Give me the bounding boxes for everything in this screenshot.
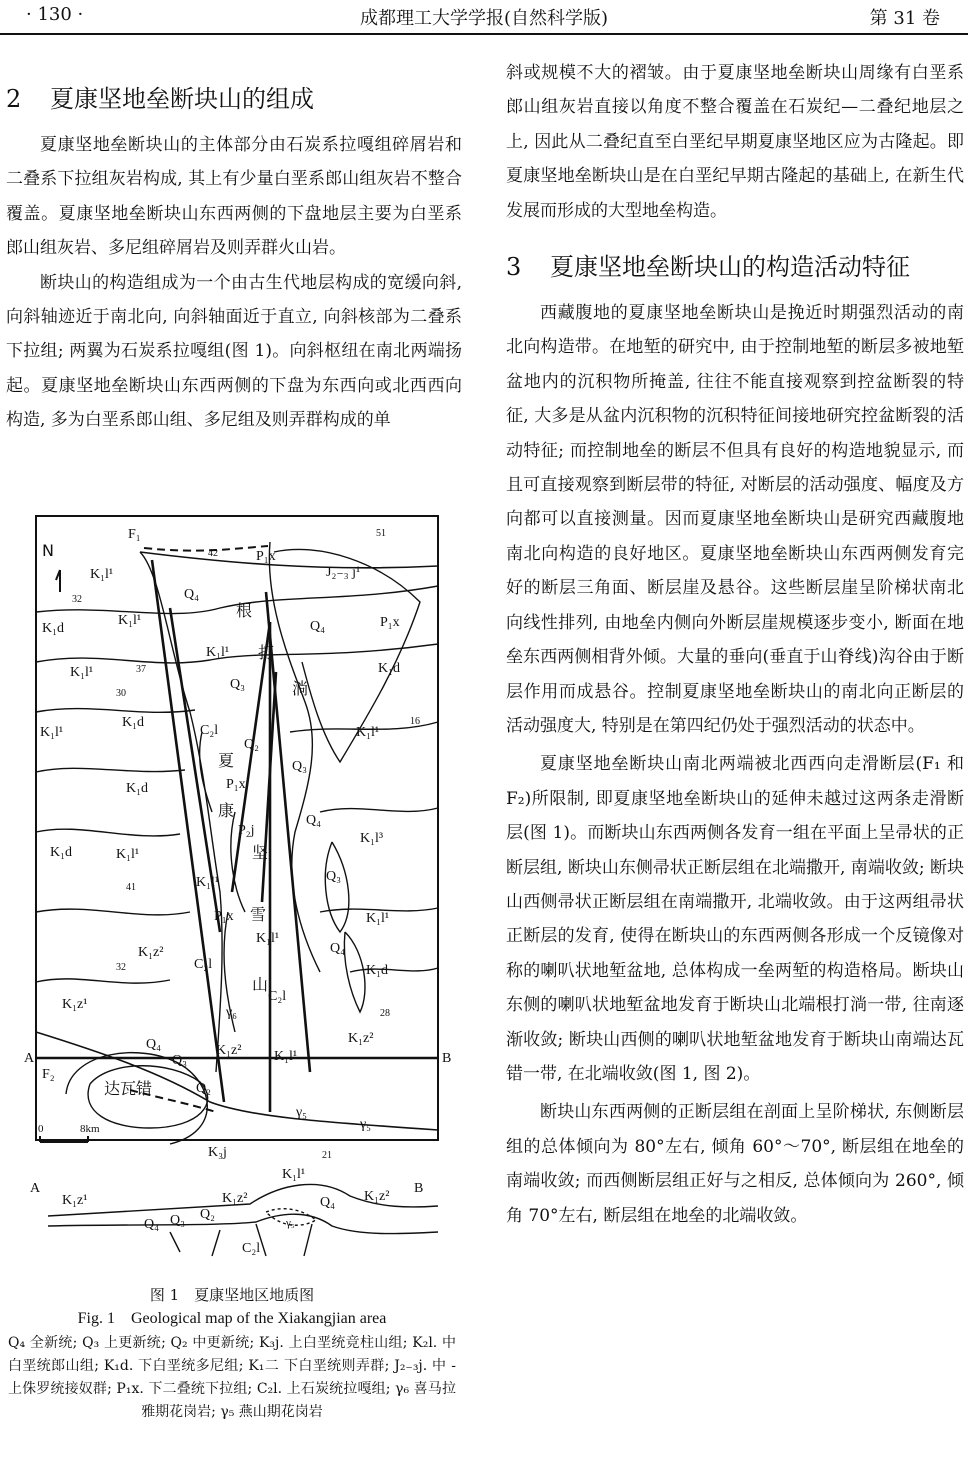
place-da: 打 (258, 643, 275, 662)
section-3-paragraph-1: 西藏腹地的夏康坚地垒断块山是挽近时期强烈活动的南北向构造带。在地堑的研究中, 由于控制地堑的断层多被地堑盆地内的沉积物所掩盖, 往往不能直接观察到控盆断裂的特征, 大多是从盆内沉积物的沉积特征间接地研究控盆断裂的活动特征; 而控制地垒的断层不但具有良好的构造地貌显示, 而且可直接观察到断层带的特征, 对断层的活动强度、幅度及方向都可以直接测量。因而夏康坚地垒断块山是研究西藏腹地南北向构造的良好地区。夏康坚地垒断块山东西两侧发育完好的断层三角面、断层崖及悬谷。这些断层崖呈阶梯状南北向线性排列, 由地垒内侧向外断层崖规模逐步变小, 断面在地垒东西两侧相背外倾。大量的垂向(垂直于山脊线)沟谷由于断层作用而成悬谷。控制夏康坚地垒断块山的南北向正断层的活动强度大, 特别是在第四纪仍处于强烈活动的状态中。 (506, 303, 964, 736)
place-kang: 康 (218, 801, 235, 820)
geological-map (20, 512, 460, 1268)
section-unit-q2: Q₂ (200, 1207, 215, 1222)
section-a-label-2: A (30, 1181, 41, 1196)
section-2-heading (6, 70, 462, 128)
geological-map-figure (20, 512, 460, 1268)
unit-k1l1-8: K₁l¹ (366, 911, 390, 926)
q-patch-5 (344, 932, 365, 1012)
unit-k1l1-7: K₁l¹ (356, 725, 380, 740)
dip-5: 30 (116, 688, 126, 699)
unit-k1d-3: K₁d (126, 781, 148, 796)
scale-8km-label: 8km (80, 1123, 100, 1135)
unit-q3-4: Q₃ (172, 1053, 187, 1068)
place-dawacuo: 达瓦错 (104, 1079, 153, 1098)
volume-label: 第 31 卷 (869, 8, 940, 29)
unit-q4-1: Q₄ (184, 587, 199, 602)
unit-gamma5-2: γ₅ (360, 1117, 372, 1132)
dip-2: 42 (208, 548, 218, 559)
unit-k1d-6: K₁d (366, 963, 388, 978)
section-2-title: 夏康坚地垒断块山的组成 (50, 85, 314, 113)
section-2-number: 2 (6, 85, 22, 113)
unit-p1x-3: P₁x (226, 777, 246, 792)
unit-c2l-3: C₂l (268, 989, 287, 1004)
unit-p1x-1: P₁x (256, 549, 276, 564)
q-patch-1 (200, 732, 212, 812)
unit-p1x-4: P₁x (214, 909, 234, 924)
unit-k1d-1: K₁d (42, 621, 64, 636)
place-tang: 淌 (292, 679, 309, 698)
scale-zero-label: 0 (38, 1123, 44, 1135)
unit-k1l1-2: K₁l¹ (118, 613, 142, 628)
section-2-paragraph-2-continued: 斜或规模不大的褶皱。由于夏康坚地垒断块山周缘有白垩系郎山组灰岩直接以角度不整合覆盖在石炭纪—二叠纪地层之上, 因此从二叠纪直至白垩纪早期夏康坚地区应为古隆起。即夏康坚地垒断块山是在白垩纪早期古隆起的基础上, 在新生代发展而形成的大型地垒构造。 (506, 63, 964, 221)
section-unit-k1l1: K₁l¹ (282, 1167, 306, 1182)
header-rule (0, 33, 968, 35)
unit-q4-4: Q₄ (330, 941, 345, 956)
unit-q2-2: Q₂ (196, 1081, 211, 1096)
unit-q4-3: Q₄ (306, 813, 321, 828)
section-b-label: B (442, 1051, 452, 1066)
f1-fault (140, 552, 438, 568)
section-unit-k1z1: K₁z¹ (62, 1193, 88, 1208)
unit-j23j1: J₂₋₃ j¹ (326, 565, 361, 580)
section-3-number: 3 (506, 253, 522, 282)
section-3-title: 夏康坚地垒断块山的构造活动特征 (550, 253, 910, 282)
unit-p2j: P₂j (238, 823, 255, 838)
section-2-paragraph-2: 断块山的构造组成为一个由古生代地层构成的宽缓向斜, 向斜轴迹近于南北向, 向斜轴面近于直立, 向斜核部为二叠系下拉组; 两翼为石炭系拉嘎组(图 1)。向斜枢纽在南北两端扬起。夏康坚地垒断块山东西两侧的下盘为东西向或北西西向构造, 多为白垩系郎山组、多尼组及则弄群构成的单 (6, 272, 462, 431)
f1-label: F₁ (128, 527, 141, 542)
unit-q3-1: Q₃ (230, 677, 245, 692)
unit-gamma5-1: γ₅ (296, 1105, 308, 1120)
figure-caption (8, 1282, 456, 1424)
page-header (0, 0, 968, 34)
north-label: N (42, 541, 54, 560)
unit-k1l3: K₁l³ (360, 831, 384, 846)
dip-4: 37 (136, 664, 146, 675)
contour-10 (36, 979, 170, 983)
dip-7: 41 (126, 882, 136, 893)
section-unit-k1z2-1: K₁z² (222, 1191, 248, 1206)
dip-10: 21 (322, 1150, 332, 1161)
place-xia: 夏 (218, 751, 235, 770)
unit-k1d-4: K₁d (50, 845, 72, 860)
place-jian: 坚 (252, 843, 269, 862)
unit-q2-1: Q₂ (244, 737, 259, 752)
unit-k1z2-3: K₁z² (216, 1043, 242, 1058)
unit-k1l1-1: K₁l¹ (90, 567, 114, 582)
left-column (6, 70, 462, 438)
right-column (506, 56, 964, 1233)
unit-k1l1-5: K₁l¹ (116, 847, 140, 862)
section-2-paragraph-1: 夏康坚地垒断块山的主体部分由石炭系拉嘎组碎屑岩和二叠系下拉组灰岩构成, 其上有少量白垩系郎山组灰岩不整合覆盖。夏康坚地垒断块山东西两侧的下盘地层主要为白垩系郎山组灰岩、多尼组碎屑岩及则弄群火山岩。 (6, 135, 462, 259)
contour-8 (36, 909, 190, 915)
unit-k1l1-11: K₁l¹ (196, 875, 220, 890)
section-3-paragraph-2: 夏康坚地垒断块山南北两端被北西西向走滑断层(F₁ 和 F₂)所限制, 即夏康坚地垒断块山的延伸未越过这两条走滑断层(图 1)。而断块山东西两侧各发育一组在平面上呈帚状的正断层组, 断块山东侧帚状正断层组在北端撒开, 南端收敛; 断块山西侧帚状正断层组在南端撒开, 北端收敛。由于这两组帚状正断层的发育, 使得在断块山的东西两侧各形成一个反镜像对称的喇叭状地堑盆地, 总体构成一垒两堑的构造格局。断块山东侧的喇叭状地堑盆地发育于断块山北端根打淌一带, 往南逐渐收敛; 断块山西侧的喇叭状地堑盆地发育于断块山南端达瓦错一带, 在北端收敛(图 1, 图 2)。 (506, 754, 964, 1084)
section-unit-k1z2-2: K₁z² (364, 1189, 390, 1204)
unit-c2l-1: C₂l (200, 723, 219, 738)
figure-legend: Q₄ 全新统; Q₃ 上更新统; Q₂ 中更新统; K₃j. 上白垩统竞柱山组; K₂l. 中白垩统郎山组; K₁d. 下白垩统多尼组; K₁二 下白垩统则弄群; J₂₋₃j. 中 - 上侏罗统接奴群; P₁x. 下二叠统下拉组; C₂l. 上石炭统拉嘎组; γ₆ 喜马拉雅期花岗岩; γ₅ 燕山期花岗岩 (8, 1335, 456, 1420)
journal-title: 成都理工大学学报(自然科学版) (359, 8, 609, 29)
dip-8: 32 (116, 962, 126, 973)
section-3-heading (506, 238, 964, 296)
unit-k1l1-9: K₁l¹ (256, 931, 280, 946)
quaternary-north (274, 549, 420, 762)
unit-q4-5: Q₄ (146, 1037, 161, 1052)
section-b-label-2: B (414, 1181, 424, 1196)
place-xue: 雪 (250, 905, 267, 924)
section-a-label: A (24, 1051, 35, 1066)
unit-q3-2: Q₃ (292, 759, 307, 774)
contour-4 (36, 768, 185, 772)
caption-english: Fig. 1 Geological map of the Xiakangjian area (77, 1310, 387, 1327)
section-unit-c2l: C₂l (242, 1241, 261, 1256)
unit-k1l1-3: K₁l¹ (70, 665, 94, 680)
section-unit-q4-1: Q₄ (144, 1217, 159, 1232)
q-patch-4 (325, 842, 349, 932)
dip-9: 28 (380, 1008, 390, 1019)
section-3-paragraph-3: 断块山东西两侧的正断层组在剖面上呈阶梯状, 东侧断层组的总体倾向为 80°左右, 倾角 60°～70°, 断层组在地垒的南端收敛; 而西侧断层组正好与之相反, 总体倾向为 260°, 倾角 70°左右, 断层组在地垒的北端收敛。 (506, 1102, 964, 1226)
unit-q4-2: Q₄ (310, 619, 325, 634)
unit-q3-3: Q₃ (326, 869, 341, 884)
page-number: · 130 · (26, 4, 84, 25)
unit-k1d-5: K₁d (378, 661, 400, 676)
section-unit-q4-2: Q₄ (320, 1195, 335, 1210)
f1-dashed (144, 546, 268, 551)
place-gen: 根 (236, 601, 253, 620)
unit-k1l1-4: K₁l¹ (40, 725, 64, 740)
f2-label: F₂ (42, 1067, 55, 1082)
unit-k1z2-2: K₁z² (348, 1031, 374, 1046)
section-unit-gamma5: γ₅ (286, 1217, 295, 1229)
section-unit-q3: Q₃ (170, 1213, 185, 1228)
unit-c2l-2: C₂l (194, 957, 213, 972)
place-shan: 山 (252, 975, 269, 994)
contour-6 (36, 829, 180, 836)
unit-p1x-2: P₁x (380, 615, 400, 630)
dip-3: 32 (72, 594, 82, 605)
unit-k1l1-6: K₁l¹ (206, 645, 230, 660)
contour-7 (320, 808, 438, 812)
dip-1: 51 (376, 528, 386, 539)
unit-gamma6: γ₆ (226, 1005, 238, 1020)
north-arrow (56, 570, 60, 592)
dip-6: 16 (410, 716, 420, 727)
unit-k1l1-10: K₁l¹ (274, 1049, 298, 1064)
section-bed (48, 1214, 438, 1233)
unit-k1d-2: K₁d (122, 715, 144, 730)
caption-chinese: 图 1 夏康坚地区地质图 (149, 1286, 315, 1304)
unit-k1z2-1: K₁z² (138, 945, 164, 960)
unit-k1z1: K₁z¹ (62, 997, 88, 1012)
unit-k3j: K₃j (208, 1145, 227, 1160)
